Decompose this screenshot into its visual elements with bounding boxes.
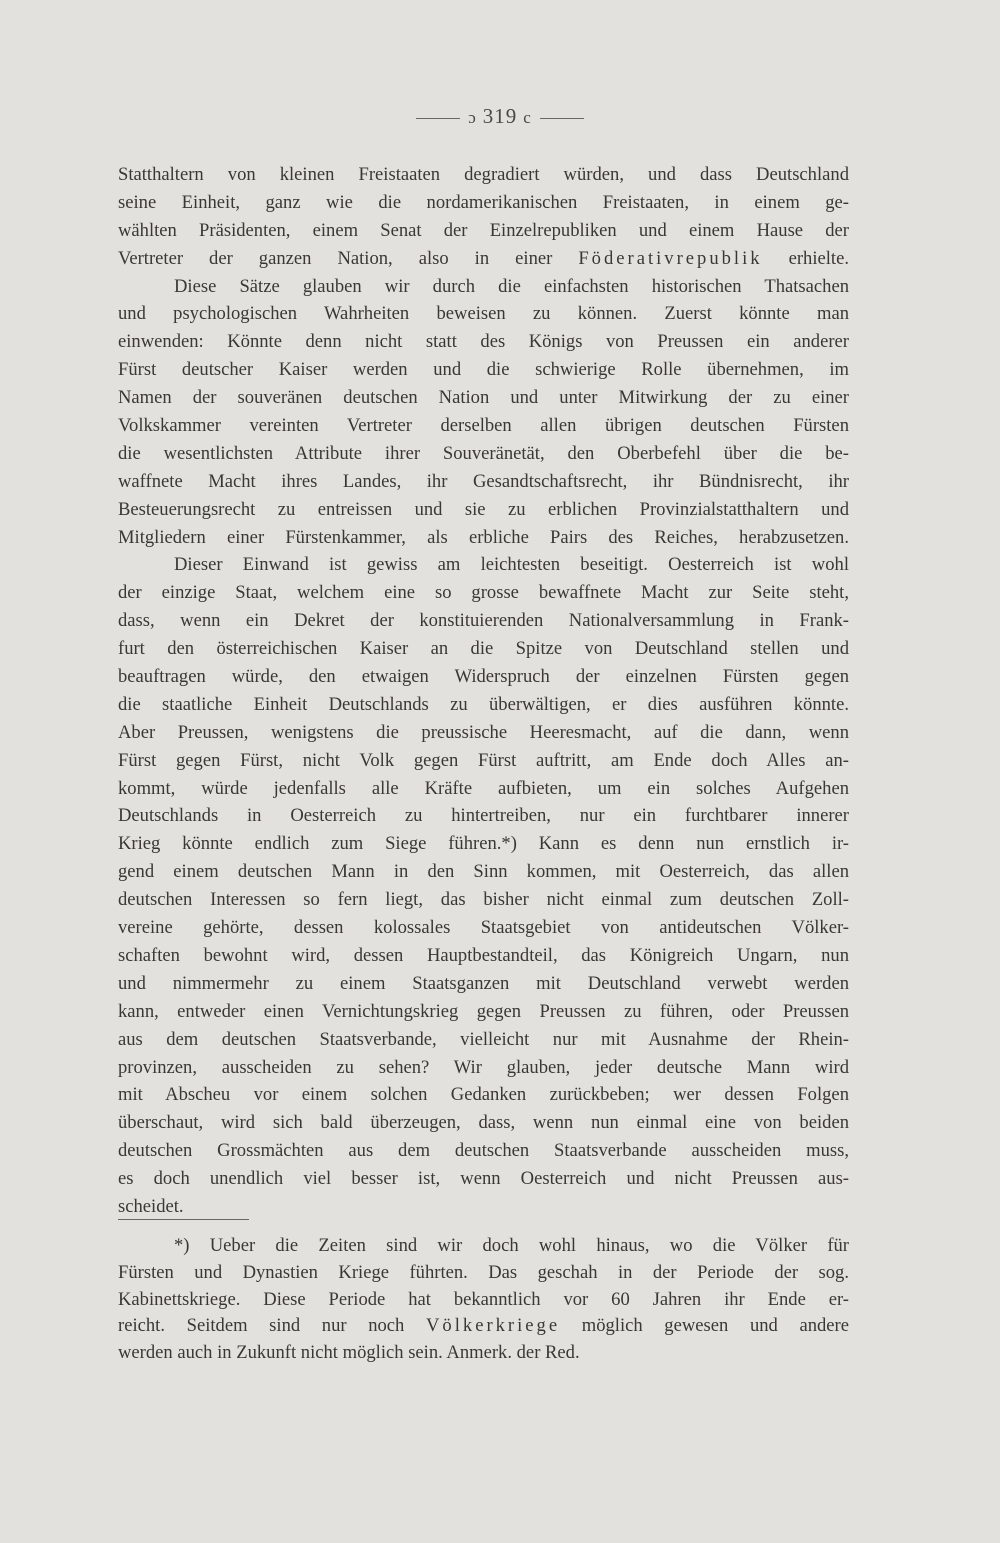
text-line: gend einem deutschen Mann in den Sinn kommen, mit Oesterreich, das allen <box>118 861 849 883</box>
footnote-fragment: reicht. Seitdem sind nur noch <box>118 1315 405 1337</box>
text-line: Deutschlands in Oesterreich zu hintertreiben, nur ein furchtbarer innerer <box>118 805 849 827</box>
text-line: kommt, würde jedenfalls alle Kräfte aufbieten, um ein solches Aufgehen <box>118 777 849 799</box>
header-ornament-right: c <box>523 108 532 127</box>
footnote-line: werden auch in Zukunft nicht möglich sein. Anmerk. der Red. <box>118 1342 580 1364</box>
footnote-line <box>118 1313 849 1340</box>
footnote-line: Kabinettskriege. Diese Periode hat bekanntlich vor 60 Jahren ihr Ende er- <box>118 1288 849 1310</box>
main-text <box>118 161 849 1221</box>
text-line: Statthaltern von kleinen Freistaaten degradiert würden, und dass Deutschland <box>118 164 849 185</box>
text-line: deutschen Grossmächten aus dem deutschen Staatsverbande ausscheiden muss, <box>118 1140 849 1162</box>
text-line: dass, wenn ein Dekret der konstituierenden Nationalversammlung in Frank- <box>118 610 849 632</box>
footnote-line: *) Ueber die Zeiten sind wir doch wohl hinaus, wo die Völker für <box>174 1235 849 1256</box>
text-line: Namen der souveränen deutschen Nation und unter Mitwirkung der zu einer <box>118 387 849 409</box>
text-line: Mitgliedern einer Fürstenkammer, als erbliche Pairs des Reiches, herabzusetzen. <box>118 526 849 548</box>
text-line: es doch unendlich viel besser ist, wenn Oesterreich und nicht Preussen aus- <box>118 1168 849 1190</box>
text-line: Volkskammer vereinten Vertreter derselben allen übrigen deutschen Fürsten <box>118 415 849 437</box>
spaced-emphasis: Föderativrepublik <box>578 247 763 269</box>
text-line <box>118 245 849 273</box>
footnote-fragment: möglich gewesen und andere <box>581 1315 849 1337</box>
text-line: einwenden: Könnte denn nicht statt des Königs von Preussen ein anderer <box>118 331 849 353</box>
text-line: Krieg könnte endlich zum Siege führen.*) Kann es denn nun ernstlich ir- <box>118 833 849 855</box>
text-line: aus dem deutschen Staatsverbande, vielleicht nur mit Ausnahme der Rhein- <box>118 1028 849 1050</box>
text-line: schaften bewohnt wird, dessen Hauptbestandteil, das Königreich Ungarn, nun <box>118 944 849 966</box>
page-header <box>0 104 1000 129</box>
text-line: wählten Präsidenten, einem Senat der Einzelrepubliken und einem Hause der <box>118 219 849 241</box>
text-line: und nimmermehr zu einem Staatsganzen mit Deutschland verwebt werden <box>118 972 849 994</box>
text-line: überschaut, wird sich bald überzeugen, dass, wenn nun einmal eine von beiden <box>118 1112 849 1134</box>
text-line: scheidet. <box>118 1195 184 1217</box>
text-line: die wesentlichsten Attribute ihrer Souveränetät, den Oberbefehl über die be- <box>118 442 849 464</box>
text-line: provinzen, ausscheiden zu sehen? Wir glauben, jeder deutsche Mann wird <box>118 1056 849 1078</box>
header-rule-right <box>540 118 584 119</box>
footnote <box>118 1233 849 1367</box>
page-number: 319 <box>482 104 518 128</box>
text-line: kann, entweder einen Vernichtungskrieg gegen Preussen zu führen, oder Preussen <box>118 1000 849 1022</box>
spaced-emphasis: Völkerkriege <box>426 1315 561 1337</box>
text-line: mit Abscheu vor einem solchen Gedanken zurückbeben; wer dessen Folgen <box>118 1084 849 1106</box>
header-ornament-left: ɔ <box>468 108 477 127</box>
text-line: Dieser Einwand ist gewiss am leichtesten beseitigt. Oesterreich ist wohl <box>174 554 849 576</box>
text-line: furt den österreichischen Kaiser an die Spitze von Deutschland stellen und <box>118 638 849 660</box>
text-line: und psychologischen Wahrheiten beweisen zu können. Zuerst könnte man <box>118 303 849 325</box>
text-line: Besteuerungsrecht zu entreissen und sie zu erblichen Provinzialstatthaltern und <box>118 498 849 520</box>
text-line: beauftragen würde, den etwaigen Widerspruch der einzelnen Fürsten gegen <box>118 666 849 688</box>
footnote-line: Fürsten und Dynastien Kriege führten. Das geschah in der Periode der sog. <box>118 1261 849 1283</box>
text-fragment: erhielte. <box>788 247 849 269</box>
text-line: waffnete Macht ihres Landes, ihr Gesandtschaftsrecht, ihr Bündnisrecht, ihr <box>118 470 849 492</box>
text-line: vereine gehörte, dessen kolossales Staatsgebiet von antideutschen Völker- <box>118 917 849 939</box>
text-line: Fürst gegen Fürst, nicht Volk gegen Fürst auftritt, am Ende doch Alles an- <box>118 749 849 771</box>
text-line: der einzige Staat, welchem eine so grosse bewaffnete Macht zur Seite steht, <box>118 582 849 604</box>
text-line: Fürst deutscher Kaiser werden und die schwierige Rolle übernehmen, im <box>118 359 849 381</box>
text-line: Diese Sätze glauben wir durch die einfachsten historischen Thatsachen <box>174 275 849 297</box>
footnote-separator <box>118 1219 249 1220</box>
text-line: seine Einheit, ganz wie die nordamerikanischen Freistaaten, in einem ge- <box>118 191 849 213</box>
text-line: Aber Preussen, wenigstens die preussische Heeresmacht, auf die dann, wenn <box>118 721 849 743</box>
text-line: die staatliche Einheit Deutschlands zu überwältigen, er dies ausführen könnte. <box>118 693 849 715</box>
text-fragment: Vertreter der ganzen Nation, also in einer <box>118 247 553 269</box>
header-rule-left <box>416 118 460 119</box>
text-line: deutschen Interessen so fern liegt, das bisher nicht einmal zum deutschen Zoll- <box>118 889 849 911</box>
